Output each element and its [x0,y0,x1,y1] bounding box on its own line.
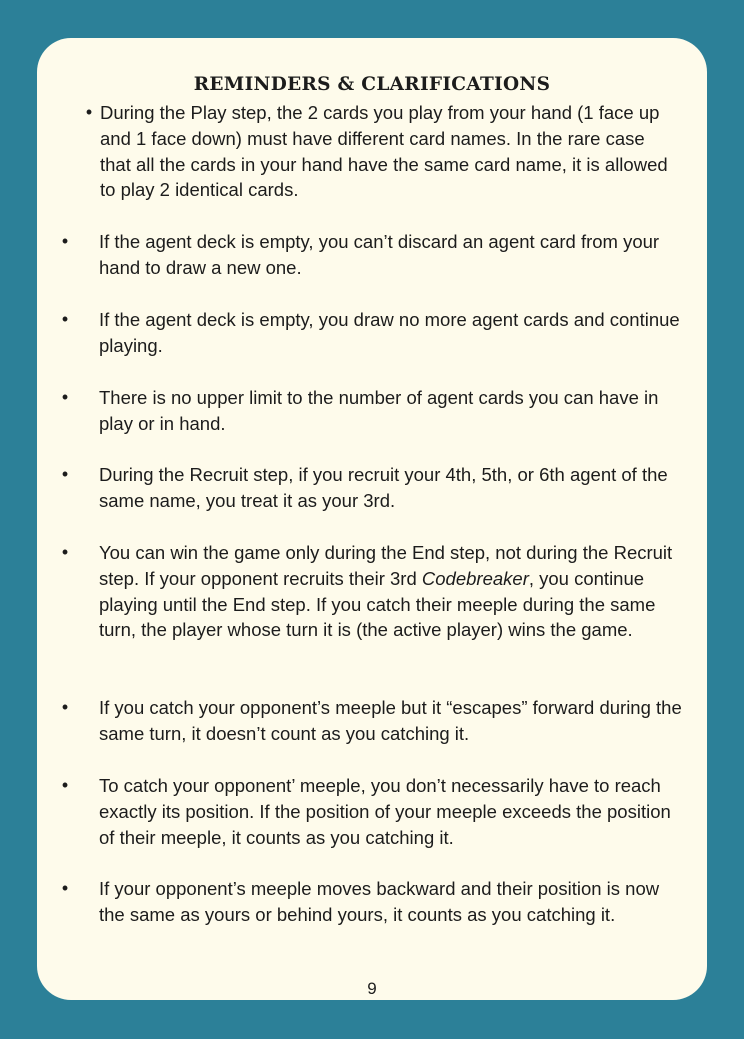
bullet-icon: • [61,231,69,251]
bullet-icon: • [85,102,93,122]
list-item-text: If the agent deck is empty, you draw no more agent cards and continue playing. [99,309,680,356]
bullet-icon: • [61,878,69,898]
list-item-text-part: You can win the game only during the End step, not during the Recruit step. If your opponent recruits their 3rd [99,542,673,589]
list-item-text [99,540,683,643]
bullet-icon: • [61,309,69,329]
list-item-text: If your opponent’s meeple moves backward and their position is now the same as yours or behind yours, it counts as you catching it. [99,878,660,925]
list-item-text: To catch your opponent’ meeple, you don’t necessarily have to reach exactly its position. If the position of your meeple exceeds the position of their meeple, it counts as you catching it. [99,775,671,848]
page-title: REMINDERS & CLARIFICATIONS [193,74,551,95]
list-item-text: During the Recruit step, if you recruit your 4th, 5th, or 6th agent of the same name, you treat it as your 3rd. [99,464,668,511]
list-item-text: If the agent deck is empty, you can’t discard an agent card from your hand to draw a new one. [99,231,660,278]
rules-page [37,38,707,1000]
bullet-icon: • [61,387,69,407]
bullet-icon: • [61,775,69,795]
list-item-text: During the Play step, the 2 cards you play from your hand (1 face up and 1 face down) must have different card names. In the rare case that all the cards in your hand have the same card name, it is allowed to play 2 identical cards. [100,102,668,201]
bullet-icon: • [61,464,69,484]
bullet-icon: • [61,697,69,717]
list-item-text: If you catch your opponent’s meeple but it “escapes” forward during the same turn, it doesn’t count as you catching it. [99,697,682,744]
bullet-icon: • [61,542,69,562]
card-name-emphasis: Codebreaker [421,567,529,589]
list-item-text-part: , you continue playing until the End step. If you catch their meeple during the same turn, the player whose turn it is (the active player) wins the game. [99,567,656,641]
page-number: 9 [367,979,377,998]
list-item-text: There is no upper limit to the number of agent cards you can have in play or in hand. [99,387,659,434]
